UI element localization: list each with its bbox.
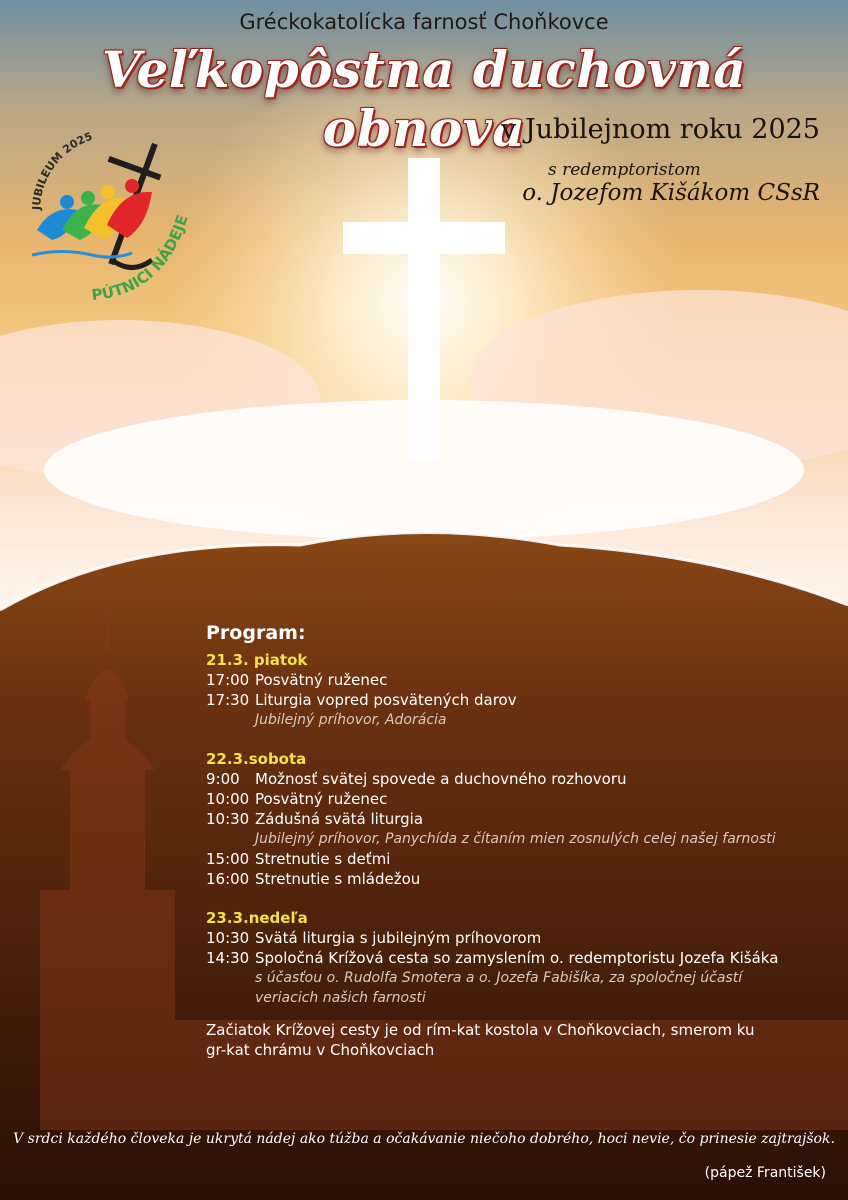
schedule-item: [206, 690, 836, 710]
item-time: 17:00: [206, 671, 250, 689]
closing-note: [206, 1020, 836, 1060]
item-text: Stretnutie s mládežou: [255, 870, 421, 888]
item-time: 15:00: [206, 850, 250, 868]
schedule-item: [206, 789, 836, 809]
item-text: Liturgia vopred posvätených darov: [255, 691, 517, 709]
schedule-item: [206, 809, 836, 829]
program-section: [206, 622, 836, 1060]
item-note: Jubilejný príhovor, Panychída z čítaním mien zosnulých celej našej farnosti: [255, 831, 776, 847]
day-label: 23.3.nedeľa: [206, 909, 308, 927]
item-time: 14:30: [206, 949, 250, 967]
logo-ring-text: JUBILEUM 2025: [29, 129, 95, 211]
item-text: Posvätný ruženec: [255, 671, 388, 689]
speaker-name: o. Jozefom Kišákom CSsR: [522, 180, 820, 206]
item-note: s účasťou o. Rudolfa Smotera a o. Jozefa Fabišíka, za spoločnej účastí: [255, 970, 743, 986]
schedule-item: [206, 670, 836, 690]
program-heading: Program:: [206, 622, 306, 644]
closing-line: gr-kat chrámu v Choňkovciach: [206, 1041, 435, 1059]
schedule-item: [206, 869, 836, 889]
item-text: Svätá liturgia s jubilejným príhovorom: [255, 929, 542, 947]
item-time: 9:00: [206, 770, 240, 788]
schedule-item: [206, 849, 836, 869]
item-text: Posvätný ruženec: [255, 790, 388, 808]
jubilee-logo-icon: [22, 120, 212, 320]
item-time: 10:00: [206, 790, 250, 808]
schedule-item: [206, 769, 836, 789]
item-time: 10:30: [206, 810, 250, 828]
schedule-item: [206, 928, 836, 948]
item-text: Spoločná Krížová cesta so zamyslením o. redemptoristu Jozefa Kišáka: [255, 949, 779, 967]
item-time: 16:00: [206, 870, 250, 888]
schedule-item: [206, 948, 836, 968]
closing-line: Začiatok Krížovej cesty je od rím-kat kostola v Choňkovciach, smerom ku: [206, 1021, 755, 1039]
with-label: s redemptoristom: [548, 160, 701, 180]
parish-name: Gréckokatolícka farnosť Choňkovce: [239, 10, 609, 34]
main-title: Veľkopôstna duchovná obnova: [101, 40, 747, 158]
day-label: 22.3.sobota: [206, 750, 307, 768]
logo-motto-text: PÚTNICI NÁDEJE: [90, 212, 192, 305]
item-note: veriacich našich farnosti: [255, 990, 426, 1006]
item-text: Možnosť svätej spovede a duchovného rozhovoru: [255, 770, 627, 788]
subtitle: v Jubilejnom roku 2025: [501, 114, 820, 145]
item-note: Jubilejný príhovor, Adorácia: [255, 712, 447, 728]
item-time: 10:30: [206, 929, 250, 947]
quote-author: (pápež František): [704, 1165, 826, 1181]
item-time: 17:30: [206, 691, 250, 709]
quote: V srdci každého človeka je ukrytá nádej ako túžba a očakávanie niečoho dobrého, hoci nevie, čo prinesie zajtrajšok.: [13, 1131, 835, 1147]
day-label: 21.3. piatok: [206, 651, 308, 669]
item-text: Stretnutie s deťmi: [255, 850, 391, 868]
item-text: Zádušná svätá liturgia: [255, 810, 424, 828]
